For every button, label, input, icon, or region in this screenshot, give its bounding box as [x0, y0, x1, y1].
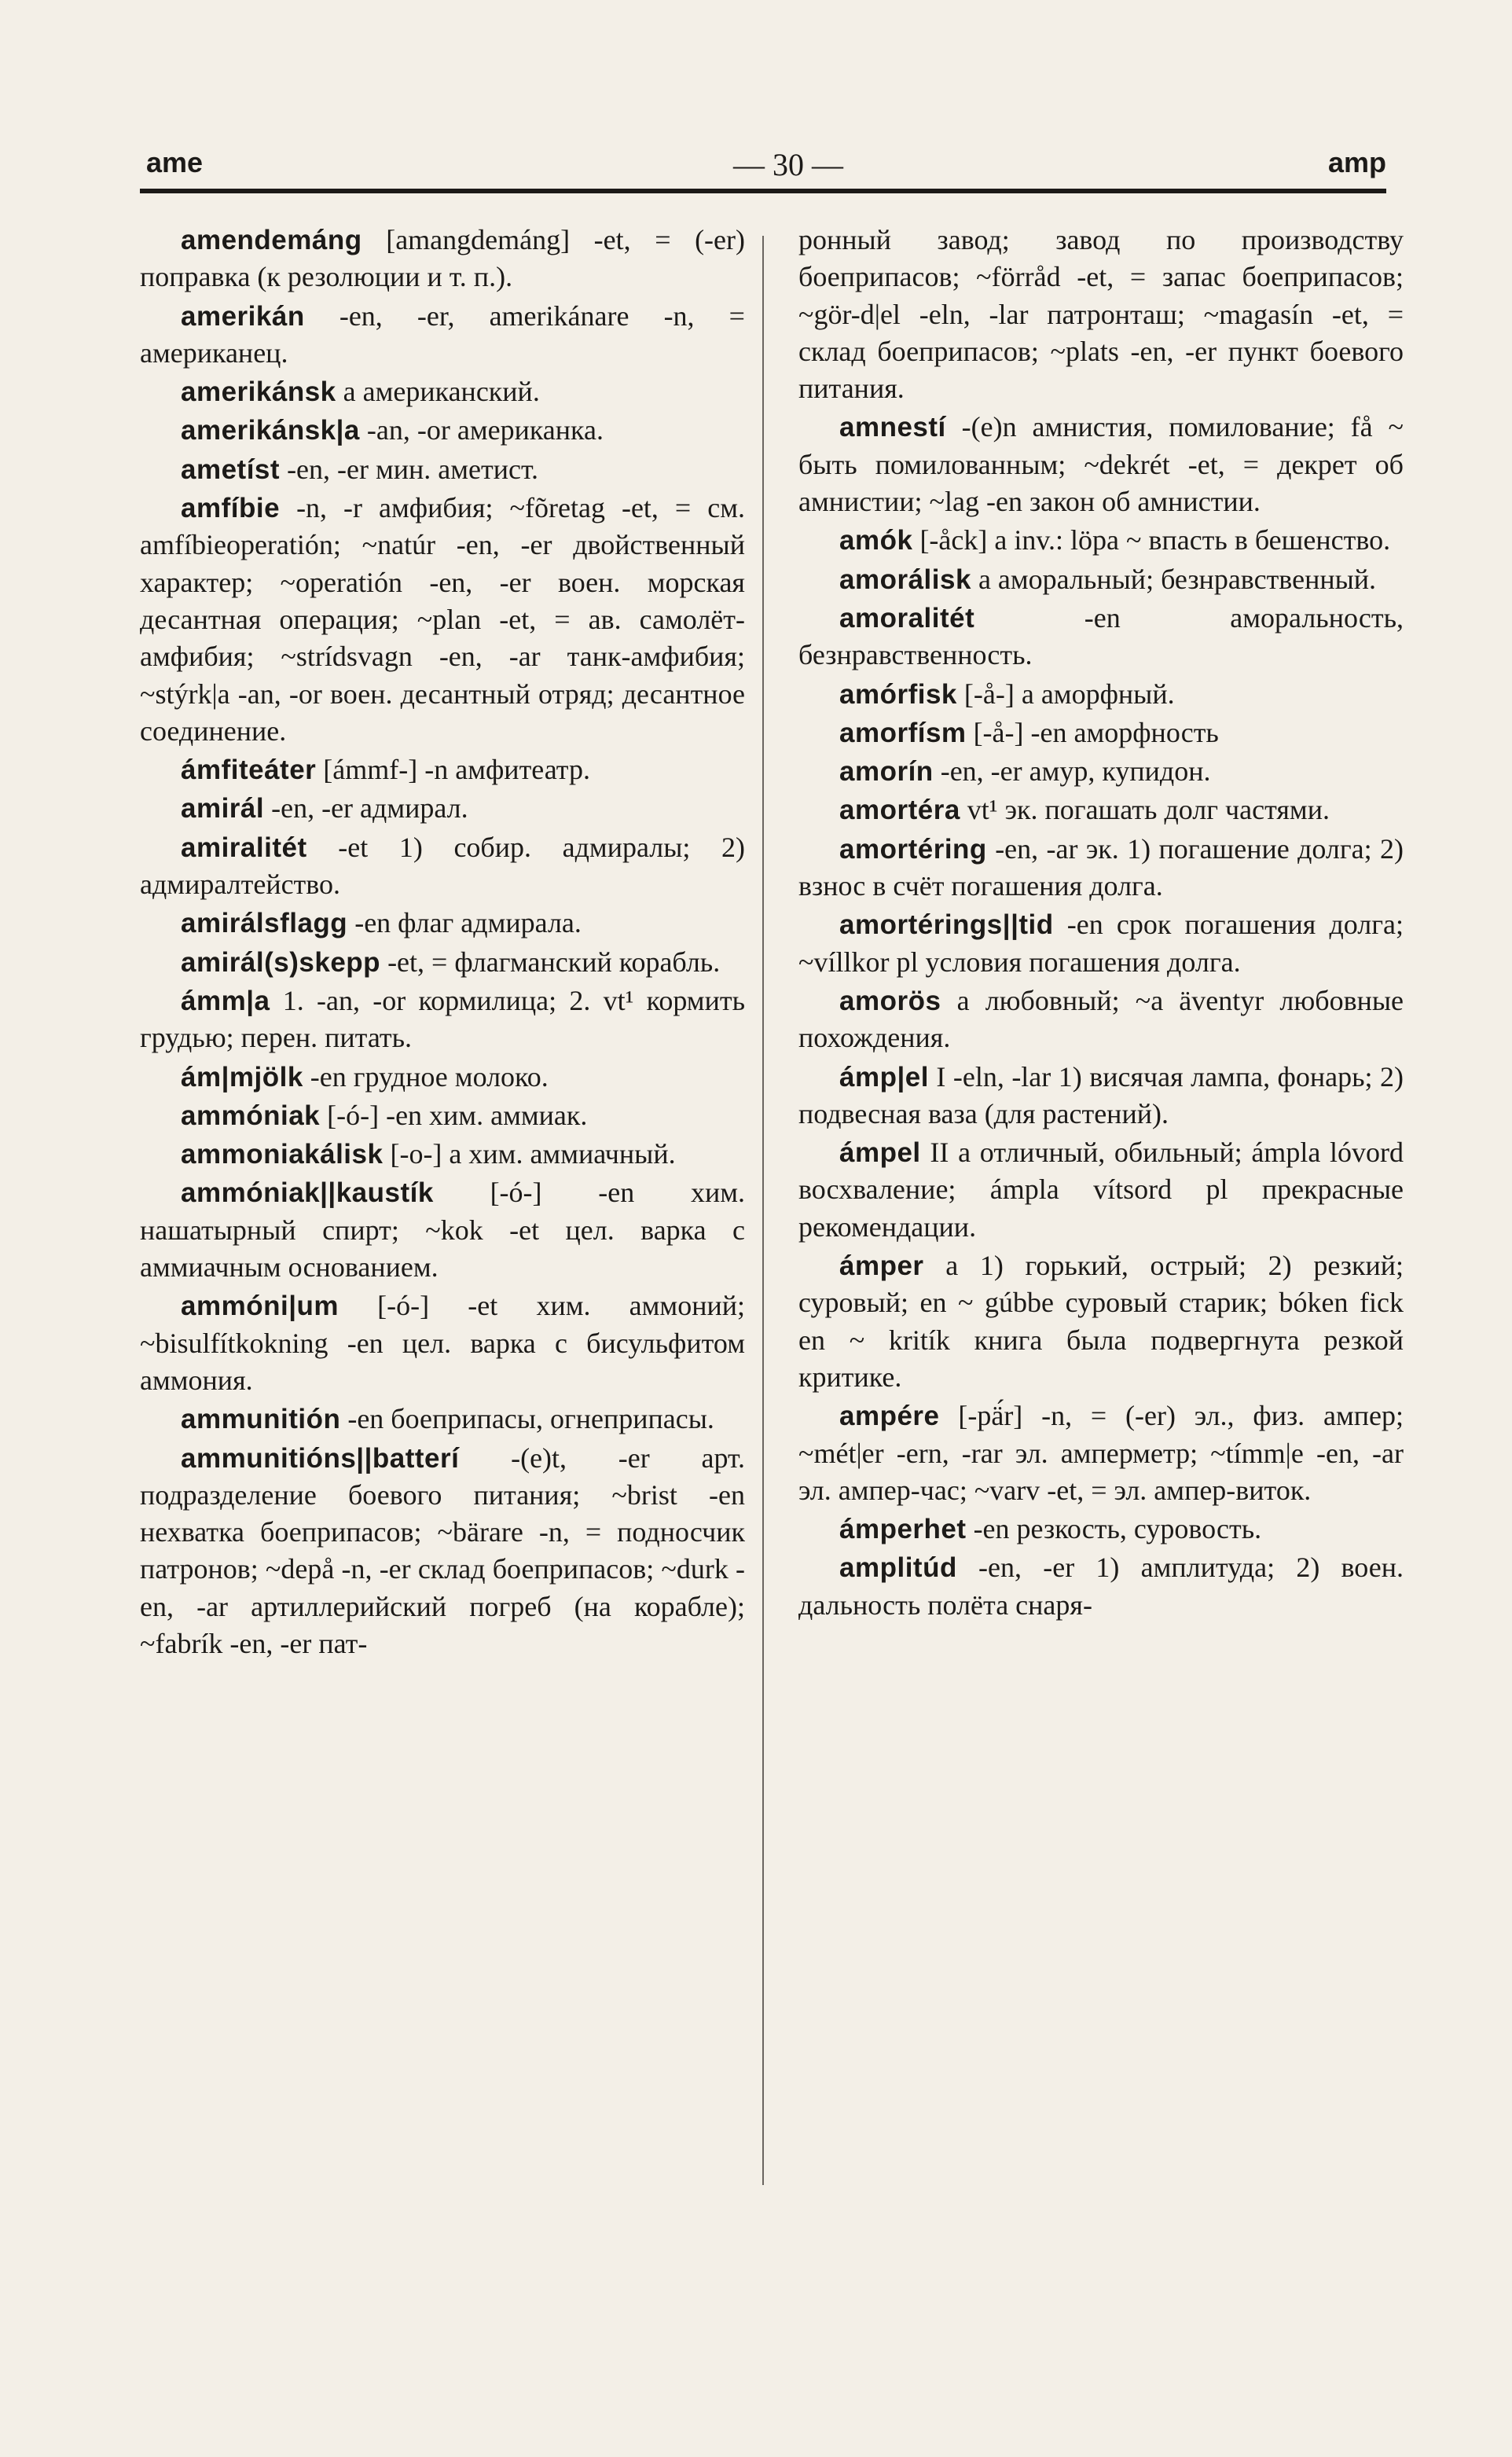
dictionary-entry — [140, 451, 745, 488]
headword: ammoniakálisk — [181, 1139, 384, 1170]
headword: ampére — [839, 1401, 940, 1432]
definition: -en срок погашения долга; ~víllkor pl условия погашения долга. — [798, 909, 1404, 978]
headword: amendemáng — [181, 225, 362, 255]
dictionary-entry — [798, 753, 1404, 790]
headword: ámperhet — [839, 1514, 967, 1545]
headword: amiralitét — [181, 832, 307, 863]
guide-word-right: amp — [1327, 146, 1386, 178]
headword: ammóniak — [181, 1100, 321, 1131]
dictionary-entry — [798, 1397, 1404, 1509]
definition: -en, -er, amerikánare -n, = американец. — [140, 299, 745, 369]
dictionary-entry — [140, 1097, 745, 1134]
headword: amoralitét — [839, 602, 975, 634]
definition: [ámmf-] -n амфитеатр. — [323, 754, 590, 786]
dictionary-entry — [798, 1247, 1404, 1396]
definition: a любовный; ~a äventyr любовные похождения. — [798, 984, 1404, 1054]
left-column — [140, 222, 745, 1664]
page-header — [140, 146, 1386, 185]
column-divider — [762, 236, 764, 2185]
dictionary-entry — [140, 412, 745, 449]
headword: amerikán — [181, 300, 305, 332]
definition: -(e)n амнистия, помилование; få ~ быть помилованным; ~dekrét -et, = декрет об амнистии; ~lag -en закон об амнистии. — [798, 411, 1404, 518]
headword: amortéring — [839, 833, 987, 865]
definition: -en аморальность, безнравственность. — [798, 601, 1404, 671]
dictionary-entry — [798, 222, 1404, 407]
headword: amórfisk — [839, 678, 957, 710]
definition: a 1) горький, острый; 2) резкий; суровый; en ~ gúbbe суровый старик; bóken fick en ~ kritík книга была подвергнута резкой критике. — [798, 1250, 1404, 1393]
definition: -en, -er амур, купидон. — [940, 755, 1211, 788]
headword: amortéra — [839, 795, 960, 826]
guide-word-left: ame — [146, 146, 204, 178]
definition: II a отличный, обильный; ámpla lóvord восхваление; ámpla vítsord pl прекрасные рекомендации. — [798, 1137, 1404, 1243]
dictionary-entry — [140, 1174, 745, 1286]
dictionary-entry — [798, 982, 1404, 1057]
definition: -en флаг адмирала. — [354, 907, 582, 939]
dictionary-entry — [798, 906, 1404, 981]
headword: amorálisk — [839, 564, 971, 595]
headword: amortérings||tid — [839, 909, 1054, 941]
dictionary-entry — [798, 561, 1404, 598]
headword: amorín — [839, 756, 934, 788]
dictionary-entry — [798, 522, 1404, 559]
dictionary-entry — [798, 1511, 1404, 1548]
dictionary-entry — [140, 1401, 745, 1438]
headword: amplitúd — [839, 1552, 957, 1584]
headword: amnestí — [839, 412, 946, 443]
headword: amerikánsk — [181, 376, 336, 408]
dictionary-entry — [798, 831, 1404, 905]
definition: [-ó-] -en хим. аммиак. — [327, 1099, 588, 1131]
dictionary-entry — [140, 490, 745, 750]
definition: 1. -an, -or кормилица; 2. vt¹ кормить грудью; перен. питать. — [140, 984, 745, 1054]
definition: I -eln, -lar 1) висячая лампа, фонарь; 2) подвесная ваза (для растений). — [798, 1060, 1404, 1129]
definition: -n, -r амфибия; ~fõretag -et, = см. amfíbieoperatión; ~natúr -en, -er двойственный характер; ~operatión -en, -er воен. морская десантная операция; ~plan -et, = ав. самолёт-амфибия; ~strídsvagn -en, -ar танк-амфибия; ~stýrk|a -an, -or воен. десантный отряд; десантное соединение. — [140, 492, 746, 747]
headword: ám|mjölk — [181, 1061, 303, 1093]
dictionary-entry — [798, 791, 1404, 828]
dictionary-entry — [140, 222, 745, 296]
headword: amirál — [181, 793, 265, 825]
definition: -an, -or американка. — [366, 414, 604, 446]
definition: [-ó-] -en хим. нашатырный спирт; ~kok -et цел. варка с аммиачным основанием. — [140, 1177, 745, 1284]
dictionary-entry — [798, 1134, 1404, 1246]
definition: -en, -er 1) амплитуда; 2) воен. дальность полёта снаря- — [798, 1552, 1404, 1621]
headword: ámp|el — [839, 1061, 929, 1093]
dictionary-entry — [798, 600, 1404, 674]
definition: -et 1) собир. адмиралы; 2) адмиралтейство. — [140, 831, 746, 901]
dictionary-entry — [140, 982, 745, 1057]
headword: amirálsflagg — [181, 908, 348, 939]
definition: [amangdemáng] -et, = (-er) поправка (к резолюции и т. п.). — [140, 224, 745, 293]
headword: amorös — [839, 985, 941, 1016]
headword: ammóniak||kaustík — [181, 1177, 434, 1209]
definition: -en боеприпасы, огнеприпасы. — [347, 1403, 714, 1435]
definition: ронный завод; завод по производству боеприпасов; ~förråd -et, = запас боеприпасов; ~gör-d|el -eln, -lar патронташ; ~magasín -et, = склад боеприпасов; ~plats -en, -er пункт боевого питания. — [798, 224, 1404, 405]
dictionary-entry — [798, 1549, 1404, 1624]
definition: -(e)t, -er арт. подразделение боевого питания; ~brist -en нехватка боеприпасов; ~bärare -n, = подносчик патронов; ~depå -n, -er склад боеприпасов; ~durk -en, -ar артиллерийский погреб (на корабле); ~fabrík -en, -er пат- — [140, 1442, 746, 1659]
dictionary-entry — [140, 298, 745, 373]
headword: ámpel — [839, 1137, 921, 1169]
definition: -en, -er адмирал. — [271, 792, 468, 825]
definition: [-åck] a inv.: löpa ~ впасть в бешенство. — [919, 524, 1391, 556]
definition: [-pä́r] -n, = (-er) эл., физ. ампер; ~mét|er -ern, -rar эл. амперметр; ~tímm|e -en, -ar эл. ампер-час; ~varv -et, = эл. ампер-виток. — [798, 1400, 1404, 1506]
definition: -et, = флагманский корабль. — [387, 946, 721, 978]
dictionary-entry — [140, 373, 745, 410]
headword: ametíst — [181, 454, 281, 485]
headword: ámper — [839, 1251, 924, 1282]
definition: -en грудное молоко. — [310, 1060, 549, 1093]
headword: amfíbie — [181, 493, 281, 524]
dictionary-entry — [140, 1287, 745, 1399]
dictionary-entry — [140, 829, 745, 904]
definition: a аморальный; безнравственный. — [978, 563, 1377, 595]
headword: ammóni|um — [181, 1291, 339, 1322]
dictionary-entry — [140, 1059, 745, 1096]
dictionary-entry — [798, 409, 1404, 520]
dictionary-entry — [140, 751, 745, 788]
headword: amorfísm — [839, 717, 967, 748]
headword: ammunitións||batterí — [181, 1442, 460, 1474]
dictionary-entry — [140, 1136, 745, 1173]
dictionary-entry — [140, 905, 745, 942]
definition: -en, -ar эк. 1) погашение долга; 2) взнос в счёт погашения долга. — [798, 832, 1404, 902]
definition: [-å-] -en аморфность — [973, 716, 1219, 748]
definition: a американский. — [343, 376, 540, 408]
dictionary-entry — [140, 944, 745, 981]
right-column — [798, 222, 1404, 1625]
definition: -en, -er мин. аметист. — [287, 453, 539, 485]
headword: amók — [839, 525, 913, 556]
dictionary-entry — [140, 790, 745, 827]
definition: [-ó-] -et хим. аммоний; ~bisulfítkokning -en цел. варка с бисульфитом аммония. — [140, 1290, 746, 1396]
headword: ammunitión — [181, 1404, 341, 1435]
definition: -en резкость, суровость. — [973, 1513, 1262, 1545]
dictionary-entry — [140, 1440, 745, 1663]
headword: ámfiteáter — [181, 755, 317, 786]
header-rule — [140, 189, 1386, 193]
page-number: — 30 — — [733, 147, 843, 182]
dictionary-entry — [798, 676, 1404, 713]
headword: amerikánsk|a — [181, 415, 360, 446]
headword: ámm|a — [181, 985, 270, 1016]
dictionary-entry — [798, 1059, 1404, 1133]
definition: vt¹ эк. погашать долг частями. — [967, 794, 1330, 826]
definition: [-o-] a хим. аммиачный. — [390, 1138, 676, 1170]
definition: [-å-] a аморфный. — [963, 678, 1175, 710]
headword: amirál(s)skepp — [181, 946, 381, 978]
dictionary-entry — [798, 714, 1404, 751]
